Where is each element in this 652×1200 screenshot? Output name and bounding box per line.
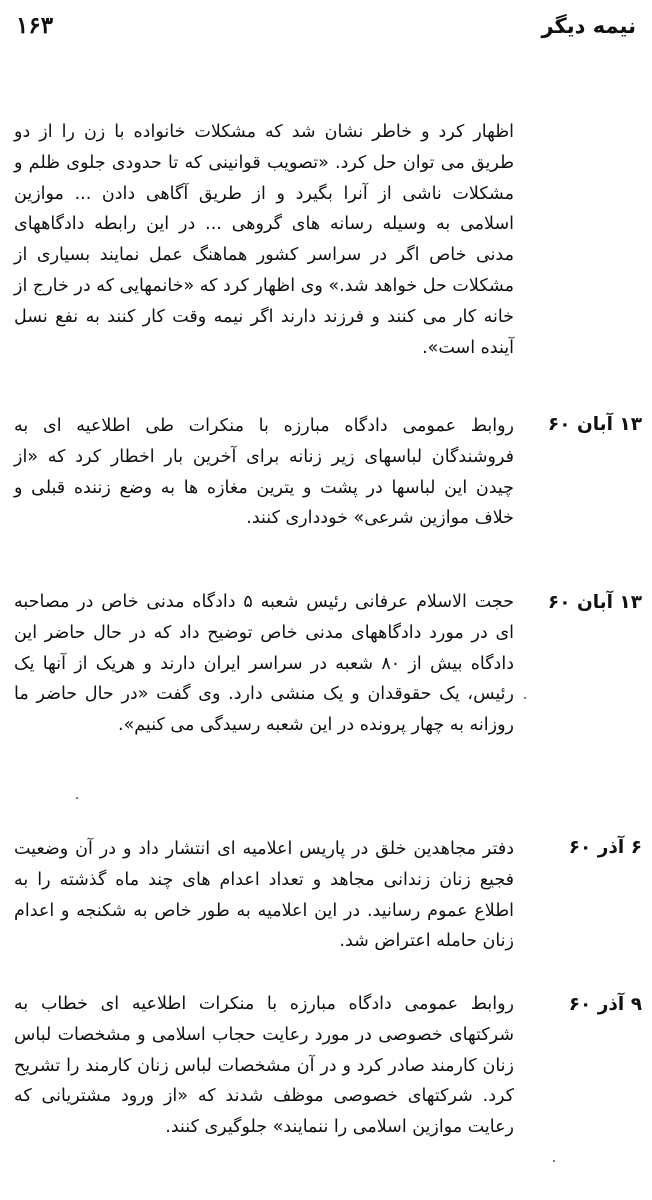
entry-date: ۶ آذر ۶۰	[568, 837, 642, 858]
scan-speck	[524, 697, 526, 699]
entry-text: روابط عمومی دادگاه مبارزه با منکرات اطلاعیه ای خطاب به شرکتهای خصوصی در مورد رعایت حجاب اسلامی و مشخصات لباس زنان کارمند صادر کرد و در آن مشخصات لباس زنان کارمند را تشریح کرد. شرکتهای خصوصی موظف شدند که «از ورود مشتریانی که رعایت موازین اسلامی را ننمایند» جلوگیری کنند.	[14, 994, 514, 1138]
intro-paragraph: اظهار کرد و خاطر نشان شد که مشکلات خانواده با زن را از دو طریق می توان حل کرد. «تصویب قوانینی که تا حدودی جلوی ظلم و مشکلات ناشی از آنرا بگیرد و از طریق آگاهی دادن ... موازین اسلامی به وسیله رسانه های گروهی ... در این رابطه دادگاههای مدنی خاص اگر در سراسر کشور هماهنگ عمل نمایند بسیاری از مشکلات حل خواهد شد.» وی اظهار کرد که «خانمهایی که در خارج از خانه کار می کنند و فرزند دارند اگر نیمه وقت کار کنند به نفع نسل آینده است».	[14, 122, 514, 358]
scan-speck	[76, 797, 78, 799]
entry-date: ۱۳ آبان ۶۰	[547, 592, 642, 613]
entry-text: روابط عمومی دادگاه مبارزه با منکرات طی اطلاعیه ای به فروشندگان لباسهای زیر زنانه برای آخرین بار اخطار کرد که «از چیدن این لباسها در پشت و یترین مغازه ها به وضع زننده قبلی و خلاف موازین شرعی» خودداری کنند.	[14, 416, 514, 529]
page-header	[16, 12, 636, 46]
entry-date: ۹ آذر ۶۰	[568, 994, 642, 1015]
page-number: ۱۶۳	[16, 12, 54, 39]
entry-date: ۱۳ آبان ۶۰	[547, 414, 642, 435]
running-head: نیمه دیگر	[541, 14, 636, 38]
entry-text: حجت الاسلام عرفانی رئیس شعبه ۵ دادگاه مدنی خاص در مصاحبه ای در مورد دادگاههای مدنی خاص توضیح داد که در حال حاضر این دادگاه بیش از ۸۰ شعبه در سراسر ایران دارند و هریک از آنها یک رئیس، یک حقوقدان و یک منشی دارد. وی گفت «در حال حاضر ما روزانه به چهار پرونده در این شعبه رسیدگی می کنیم».	[14, 592, 515, 736]
scan-speck	[553, 1160, 555, 1162]
entry-text: دفتر مجاهدین خلق در پاریس اعلامیه ای انتشار داد و در آن وضعیت فجیع زنان زندانی مجاهد و تعداد اعدام های چند ماه گذشته را به اطلاع عموم رسانید. در این اعلامیه به طور خاص به شکنجه و اعدام زنان حامله اعتراض شد.	[14, 839, 514, 952]
